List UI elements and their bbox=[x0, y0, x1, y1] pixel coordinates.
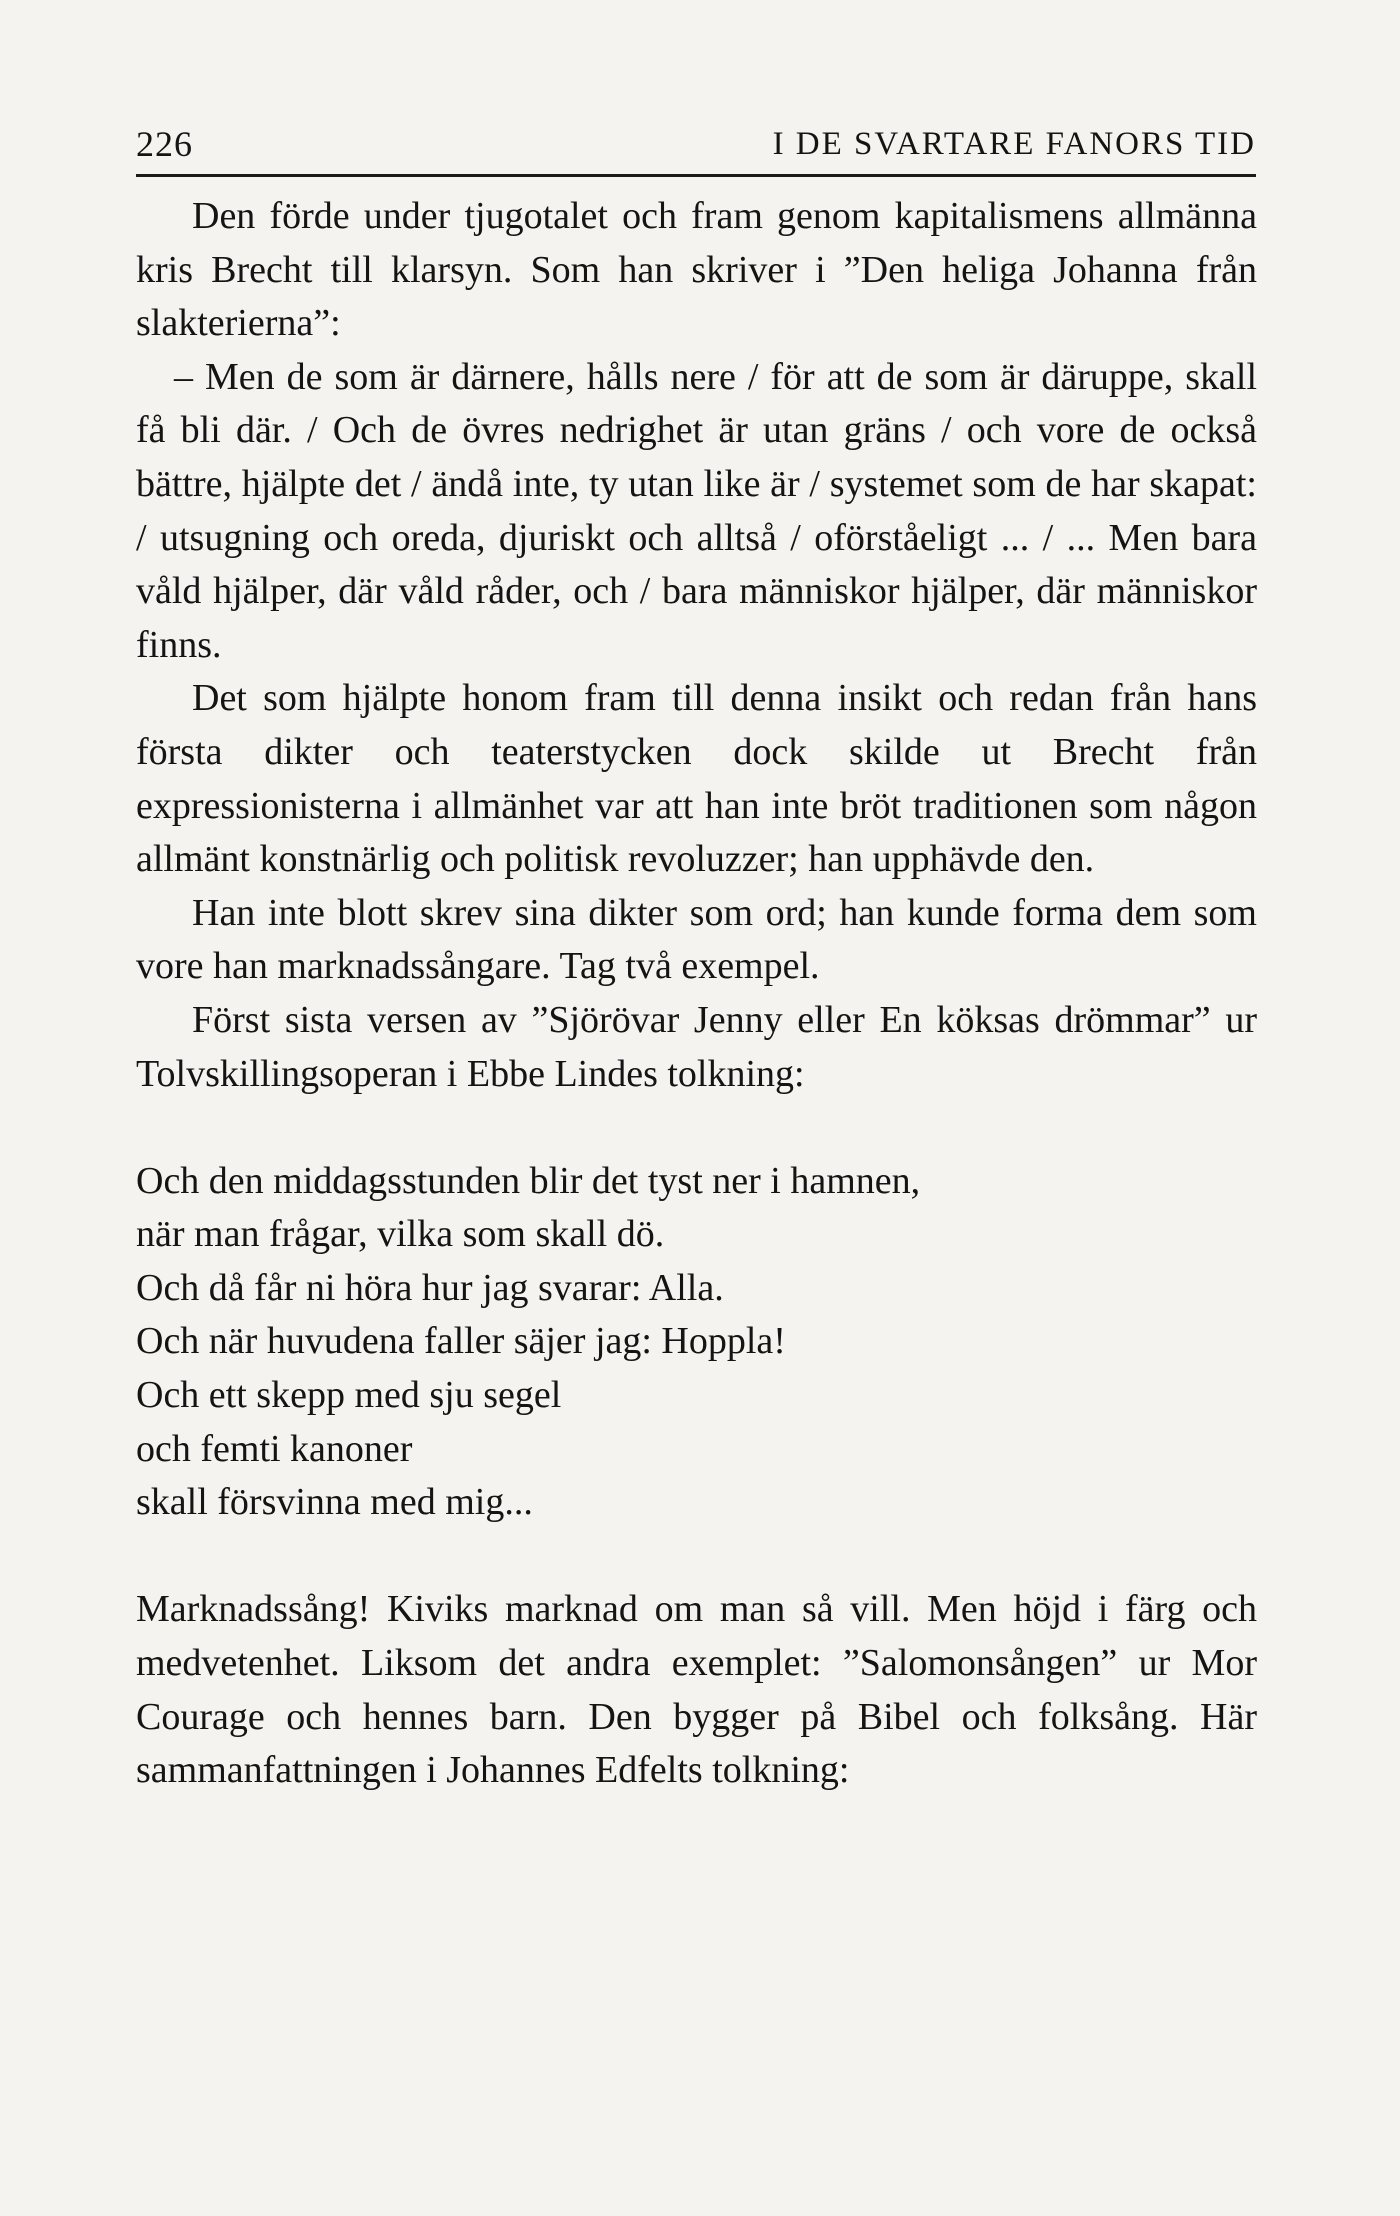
paragraph-1: Den förde under tjugotalet och fram genom kapitalismens allmänna kris Brecht till klarsyn. Som han skriver i ”Den heliga Johanna från slakterierna”: bbox=[136, 195, 1257, 345]
verse-line: Och när huvudena faller säjer jag: Hoppla! bbox=[136, 1320, 786, 1363]
drama-quote: – Men de som är därnere, hålls nere / för att de som är däruppe, skall få bli där. / Och de övres nedrighet är utan gräns / och vore de också bättre, hjälpte det / ändå inte, ty utan like är / systemet som de har skapat: / utsugning och oreda, djuriskt och alltså / oförståeligt ... / ... Men bara våld hjälper, där våld råder, och / bara människor hjälper, där människor finns. bbox=[136, 355, 1257, 666]
page-header bbox=[136, 118, 1256, 177]
page-number: 226 bbox=[136, 124, 193, 164]
paragraph-2: Det som hjälpte honom fram till denna insikt och redan från hans första dikter och teaterstycken dock skilde ut Brecht från expressionisterna i allmänhet var att han inte bröt traditionen som någon allmänt konstnärlig och politisk revoluzzer; han upphävde den. bbox=[136, 677, 1257, 881]
verse-line: när man frågar, vilka som skall dö. bbox=[136, 1213, 665, 1256]
closing-paragraph: Marknadssång! Kiviks marknad om man så vill. Men höjd i färg och medvetenhet. Liksom det andra exemplet: ”Salomonsången” ur Mor Courage och hennes barn. Den bygger på Bibel och folksång. Här sammanfattningen i Johannes Edfelts tolkning: bbox=[136, 1588, 1257, 1792]
verse-line: Och då får ni höra hur jag svarar: Alla. bbox=[136, 1266, 724, 1309]
verse-line: Och den middagsstunden blir det tyst ner i hamnen, bbox=[136, 1159, 921, 1202]
verse-line: Och ett skepp med sju segel bbox=[136, 1374, 562, 1417]
running-title: I DE SVARTARE FANORS TID bbox=[772, 126, 1256, 162]
paragraph-3: Han inte blott skrev sina dikter som ord; han kunde forma dem som vore han marknadssångare. Tag två exempel. bbox=[136, 891, 1257, 988]
verse-line: och femti kanoner bbox=[136, 1427, 413, 1470]
verse-line: skall försvinna med mig... bbox=[136, 1481, 533, 1524]
verse-quote bbox=[136, 1155, 1257, 1530]
paragraph-4: Först sista versen av ”Sjörövar Jenny eller En köksas drömmar” ur Tolvskillingsoperan i Ebbe Lindes tolkning: bbox=[136, 998, 1257, 1095]
page-body bbox=[136, 190, 1257, 1798]
